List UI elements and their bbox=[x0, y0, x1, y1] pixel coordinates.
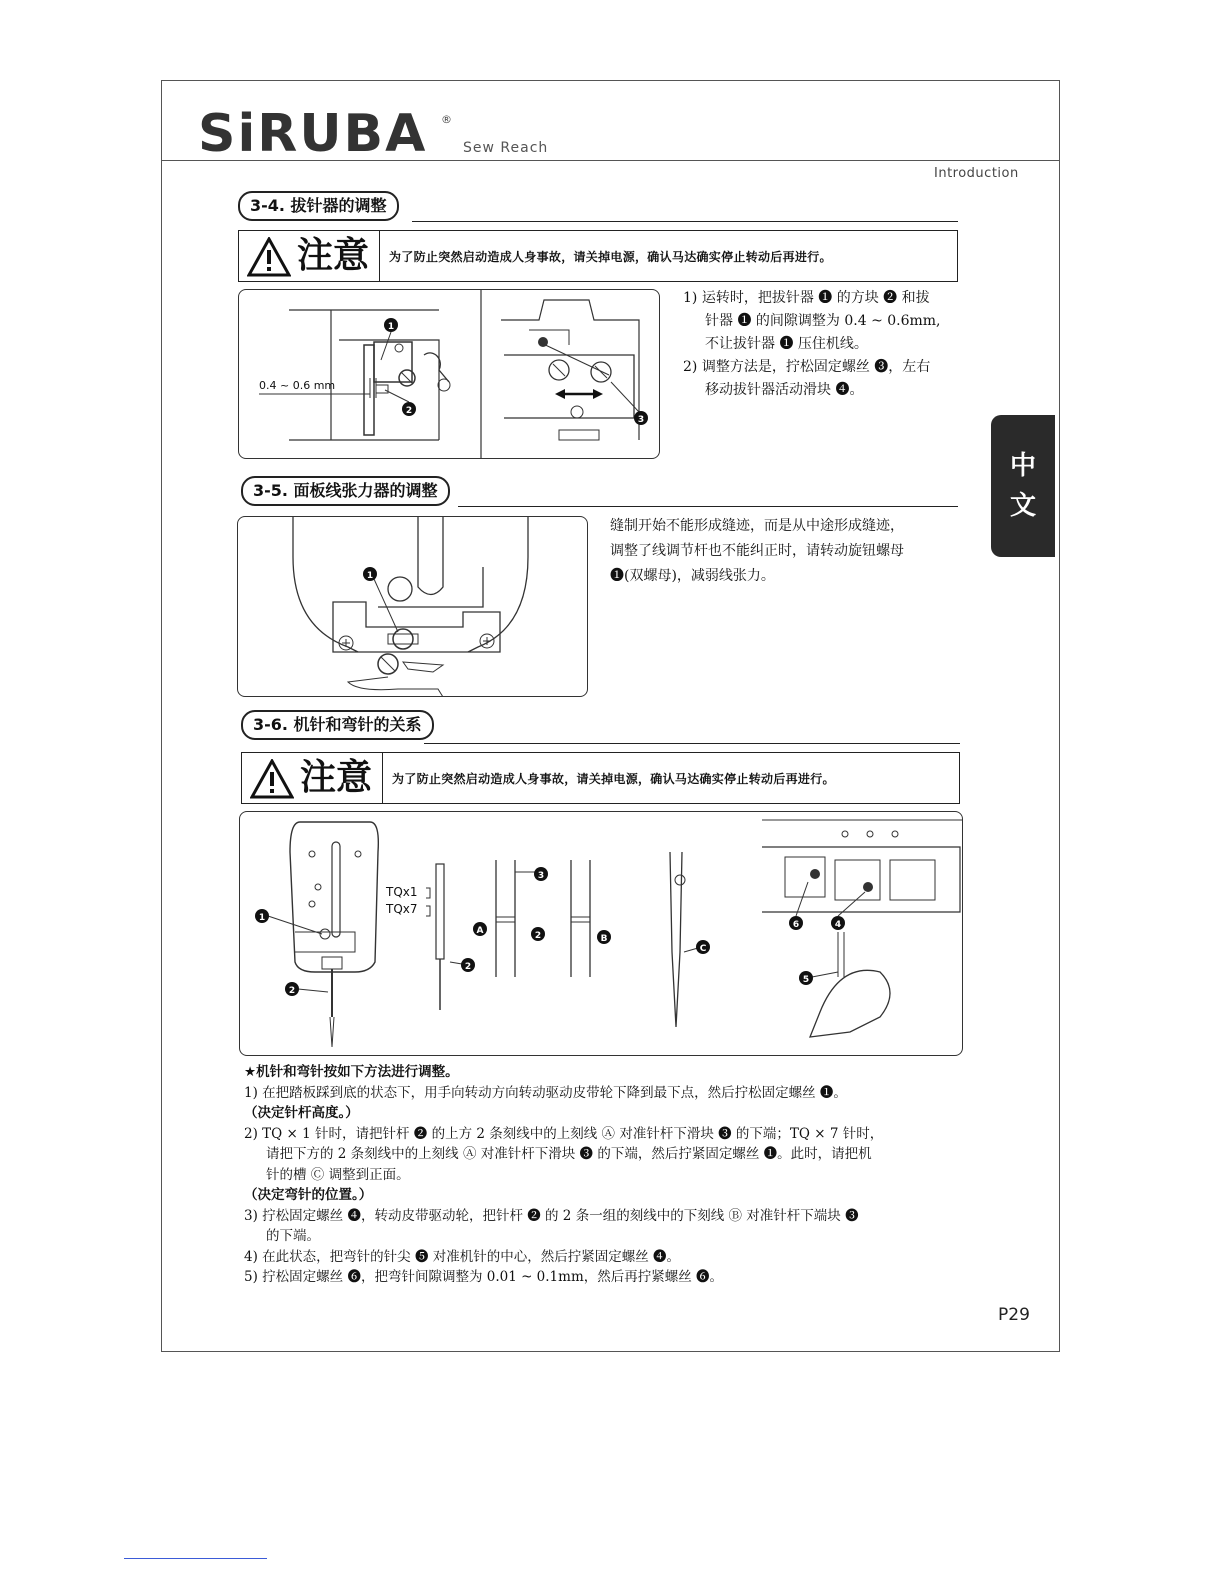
text-3-6-line-1: ★机针和弯针按如下方法进行调整。 bbox=[244, 1064, 459, 1080]
warning-triangle-icon bbox=[250, 759, 294, 799]
callout-2: 2 bbox=[288, 986, 296, 996]
figure-3-5-drawing bbox=[238, 517, 588, 697]
figure-3-4 bbox=[238, 289, 660, 459]
text-3-4-line-4: 2) 调整方法是，拧松固定螺丝 ❸，左右 bbox=[683, 359, 931, 375]
callout-2b: 2 bbox=[464, 962, 472, 972]
bottom-link-underline[interactable] bbox=[124, 1558, 267, 1559]
figure-3-4-drawing bbox=[239, 290, 660, 459]
text-3-5-line-2: 调整了线调节杆也不能纠正时，请转动旋钮螺母 bbox=[610, 543, 904, 559]
language-tab[interactable] bbox=[991, 415, 1055, 557]
callout-5: 5 bbox=[802, 975, 810, 985]
text-3-6-line-6: 针的槽 Ⓒ 调整到正面。 bbox=[266, 1166, 410, 1183]
gap-dimension-label: 0.4 ~ 0.6 mm bbox=[259, 379, 336, 392]
section-label: Introduction bbox=[934, 166, 1019, 181]
text-3-6-line-3: （决定针杆高度。） bbox=[244, 1105, 359, 1121]
section-title-3-6: 3-6. 机针和弯针的关系 bbox=[241, 710, 434, 740]
text-3-6-line-11: 5) 拧松固定螺丝 ❻，把弯针间隙调整为 0.01 ~ 0.1mm，然后再拧紧螺丝 ❻。 bbox=[244, 1269, 724, 1285]
caution-message: 为了防止突然启动造成人身事故，请关掉电源，确认马达确实停止转动后再进行。 bbox=[392, 771, 835, 786]
section-title-3-5: 3-5. 面板线张力器的调整 bbox=[241, 476, 450, 506]
text-3-5 bbox=[610, 514, 965, 589]
siruba-logo: SiRUBA bbox=[198, 104, 428, 164]
logo-registered-mark: ® bbox=[441, 113, 452, 126]
caution-head bbox=[239, 231, 380, 281]
text-3-4-line-3: 不让拔针器 ❶ 压住机线。 bbox=[705, 336, 868, 352]
page-number: P29 bbox=[998, 1305, 1030, 1325]
caution-head bbox=[242, 753, 383, 803]
text-3-5-line-1: 缝制开始不能形成缝迹，而是从中途形成缝迹， bbox=[610, 518, 904, 534]
text-3-6-line-2: 1) 在把踏板踩到底的状态下，用手向转动方向转动驱动皮带轮下降到最下点，然后拧松固定螺丝 ❶。 bbox=[244, 1084, 847, 1101]
tq7-label: TQx7 bbox=[386, 902, 418, 916]
callout-2c: 2 bbox=[534, 931, 542, 941]
callout-3: 3 bbox=[637, 415, 645, 425]
figure-3-6-drawing bbox=[240, 812, 963, 1056]
caution-word: 注意 bbox=[297, 235, 370, 276]
text-3-6-line-7: （决定弯针的位置。） bbox=[244, 1187, 373, 1203]
text-3-4-line-5: 移动拔针器活动滑块 ❹。 bbox=[705, 382, 864, 398]
callout-b: B bbox=[600, 934, 608, 944]
text-3-6 bbox=[244, 1062, 974, 1288]
text-3-4-line-1: 1) 运转时，把拔针器 ❶ 的方块 ❷ 和拔 bbox=[683, 290, 930, 306]
section-rule-3-5 bbox=[458, 506, 958, 507]
caution-message: 为了防止突然启动造成人身事故，请关掉电源，确认马达确实停止转动后再进行。 bbox=[389, 249, 832, 264]
caution-box-1 bbox=[238, 230, 958, 282]
text-3-6-line-4: 2) TQ × 1 针时，请把针杆 ❷ 的上方 2 条刻线中的上刻线 Ⓐ 对准针杆下滑块 ❸ 的下端；TQ × 7 针时， bbox=[244, 1125, 884, 1142]
text-3-5-line-3: ❶(双螺母)，减弱线张力。 bbox=[610, 568, 775, 584]
text-3-6-line-8: 3) 拧松固定螺丝 ❹，转动皮带驱动轮，把针杆 ❷ 的 2 条一组的刻线中的下刻线 Ⓑ 对准针杆下端块 ❸ bbox=[244, 1207, 859, 1224]
caution-box-2 bbox=[241, 752, 960, 804]
tq1-label: TQx1 bbox=[386, 885, 418, 899]
callout-6: 6 bbox=[792, 920, 800, 930]
callout-1: 1 bbox=[366, 571, 374, 581]
callout-a: A bbox=[476, 926, 484, 936]
callout-c: C bbox=[699, 944, 707, 954]
text-3-6-line-10: 4) 在此状态，把弯针的针尖 ❺ 对准机针的中心，然后拧紧固定螺丝 ❹。 bbox=[244, 1248, 681, 1265]
section-title-3-4: 3-4. 拔针器的调整 bbox=[238, 191, 399, 221]
callout-1: 1 bbox=[258, 913, 266, 923]
section-rule-3-4 bbox=[412, 221, 958, 222]
language-tab-char-2: 文 bbox=[1009, 491, 1036, 521]
text-3-6-line-9: 的下端。 bbox=[266, 1228, 320, 1244]
text-3-4 bbox=[683, 287, 968, 402]
caution-word: 注意 bbox=[300, 757, 373, 798]
text-3-4-line-2: 针器 ❶ 的间隙调整为 0.4 ~ 0.6mm, bbox=[705, 313, 941, 329]
callout-3: 3 bbox=[537, 871, 545, 881]
figure-3-6 bbox=[239, 811, 963, 1056]
figure-3-5 bbox=[237, 516, 588, 697]
callout-4: 4 bbox=[834, 920, 842, 930]
logo-tagline: Sew Reach bbox=[463, 140, 549, 156]
text-3-6-line-5: 请把下方的 2 条刻线中的上刻线 Ⓐ 对准针杆下滑块 ❸ 的下端，然后拧紧固定螺丝 ❶。此时，请把机 bbox=[266, 1146, 872, 1162]
section-rule-3-6 bbox=[424, 743, 960, 744]
callout-1: 1 bbox=[387, 322, 395, 332]
language-tab-char-1: 中 bbox=[1009, 451, 1036, 481]
callout-2: 2 bbox=[405, 406, 413, 416]
warning-triangle-icon bbox=[247, 237, 291, 277]
